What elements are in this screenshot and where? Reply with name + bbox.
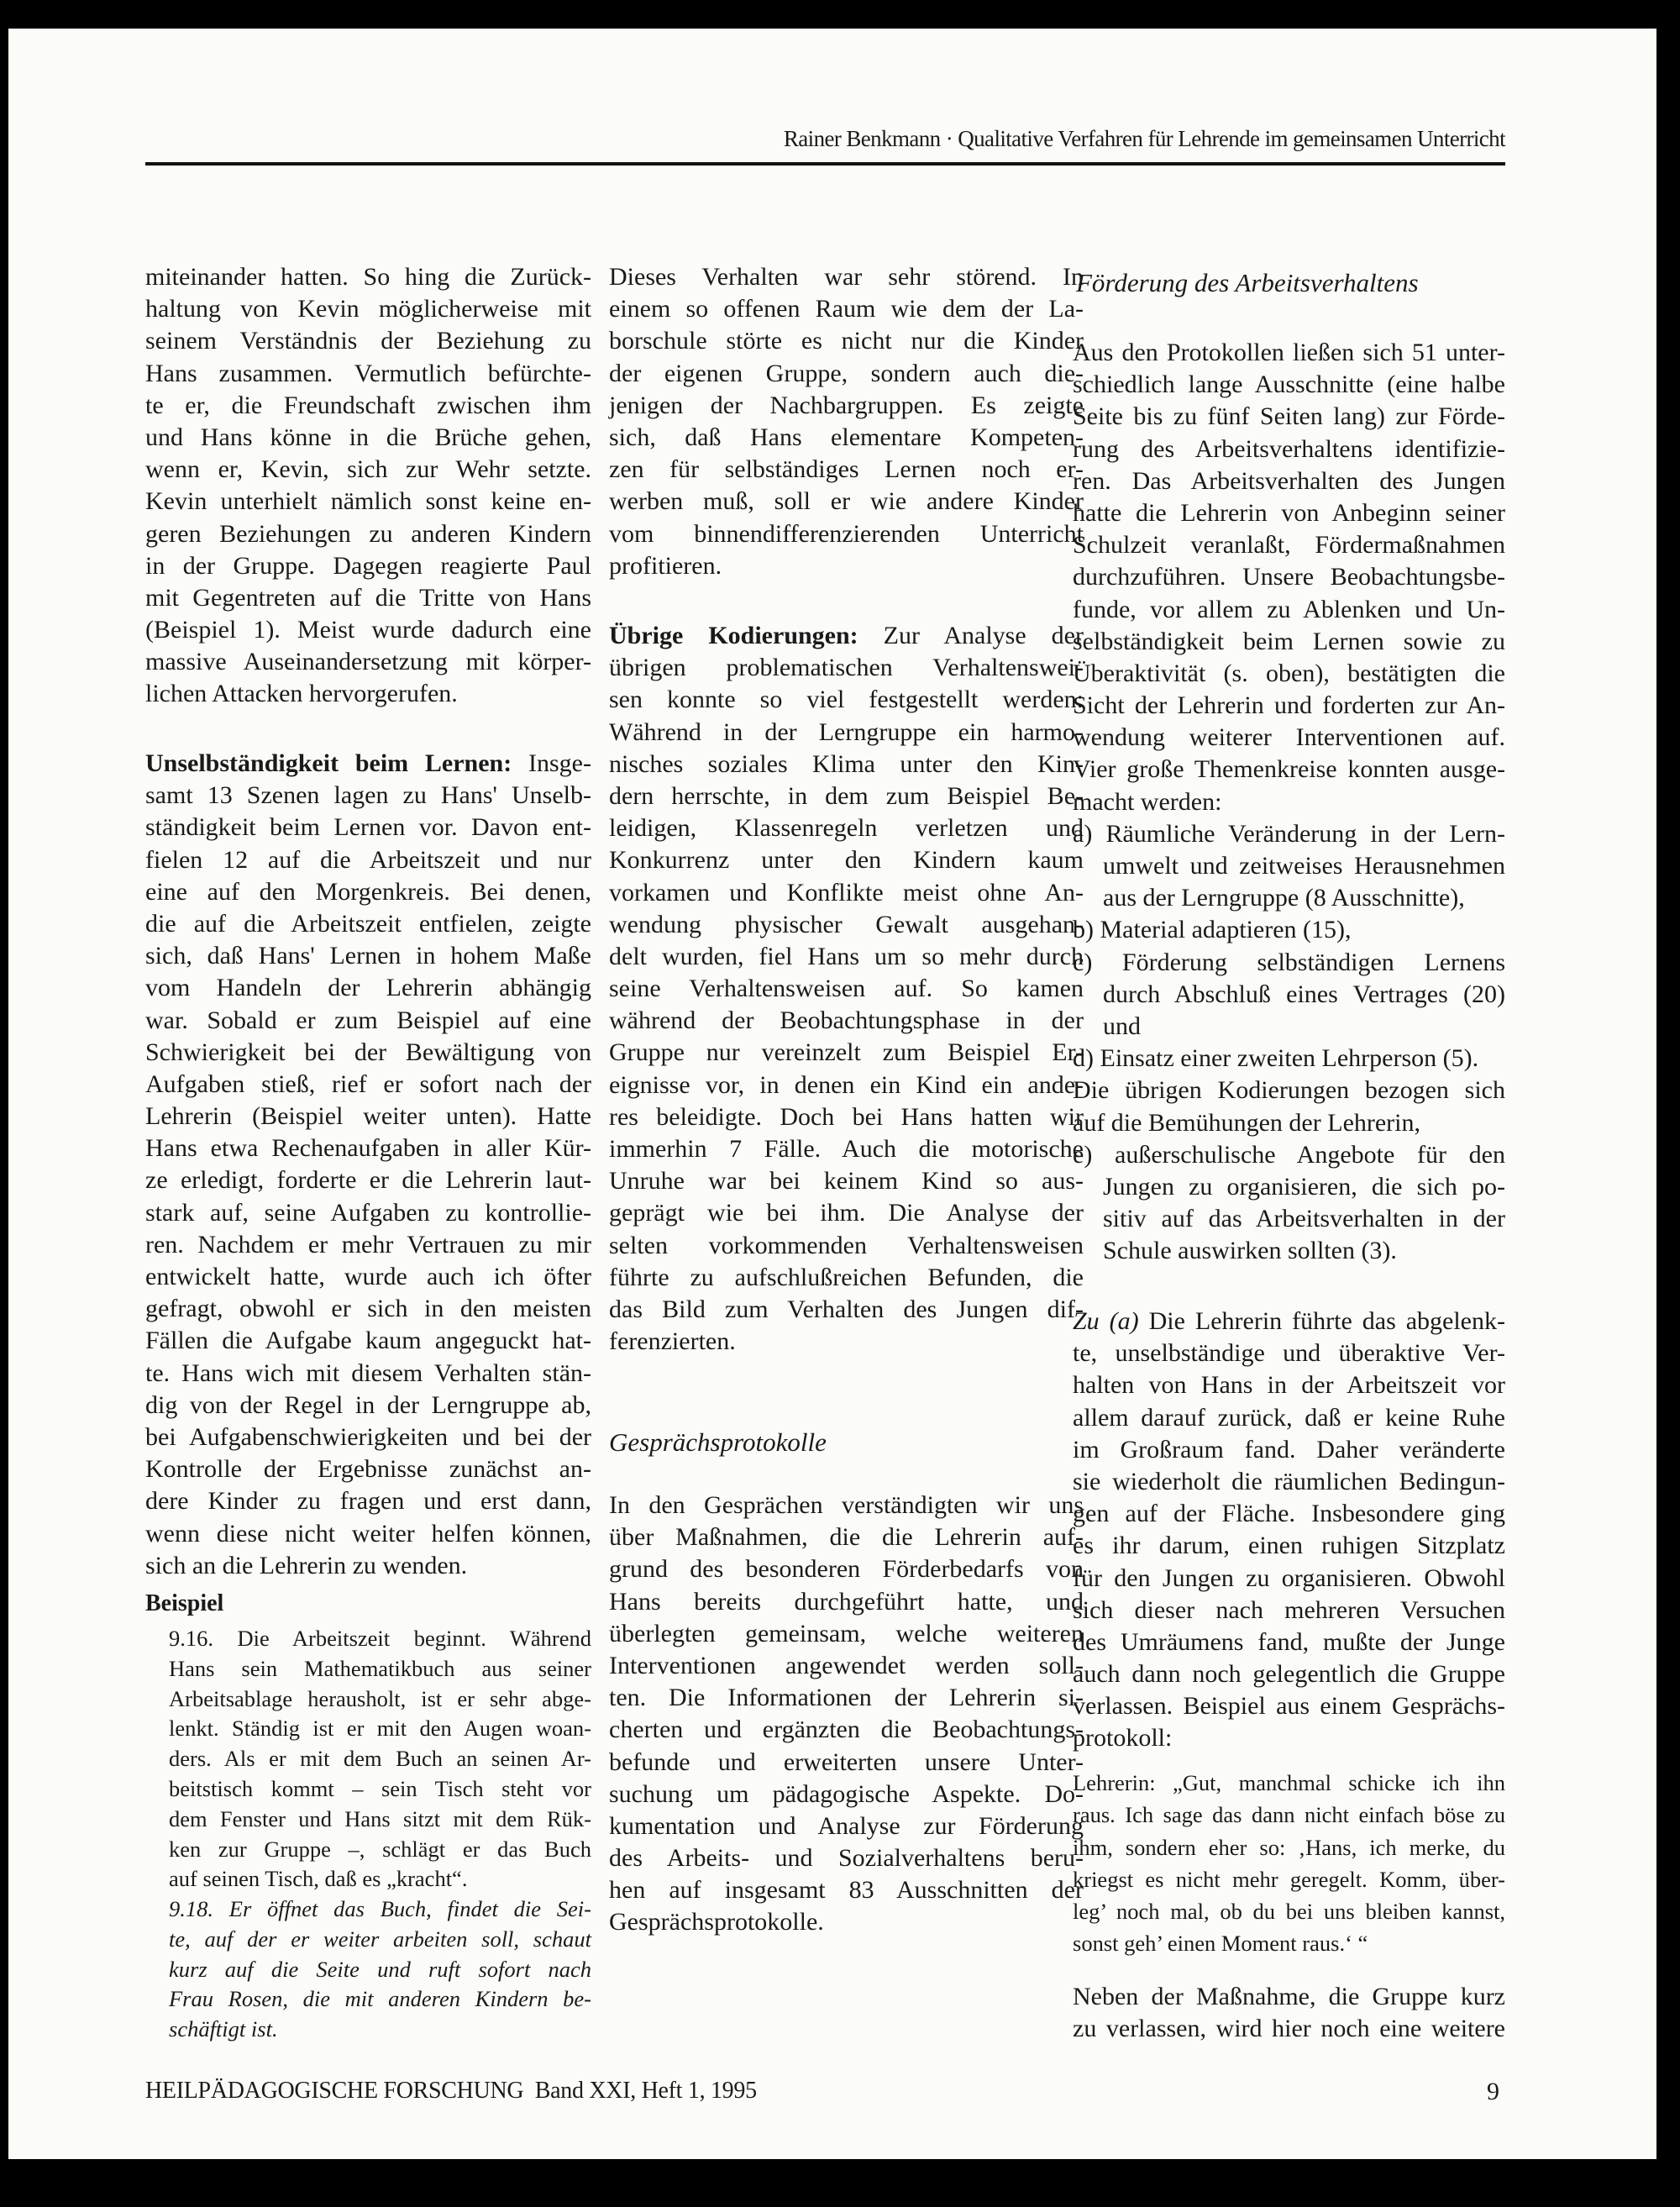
- text-line: die auf die Arbeitszeit entfielen, zeigte: [145, 909, 591, 938]
- text-line: geprägt wie bei ihm. Die Analyse der: [609, 1199, 1084, 1227]
- text-line: schiedlich lange Ausschnitte (eine halbe: [1073, 370, 1505, 399]
- text-line: Hans sein Mathematikbuch aus seiner: [169, 1655, 591, 1681]
- text-line: sie wiederholt die räumlichen Bedingun-: [1073, 1467, 1505, 1495]
- text-line: sich dieser nach mehreren Versuchen: [1073, 1595, 1505, 1624]
- text-line: rung des Arbeitsverhaltens identifizie-: [1073, 434, 1505, 463]
- page-number: 9: [1487, 2078, 1499, 2105]
- text-line: Jungen zu organisieren, die sich po-: [1103, 1172, 1505, 1201]
- text-line: halten von Hans in der Arbeitszeit vor: [1073, 1371, 1505, 1400]
- text-line: lenkt. Ständig ist er mit den Augen woan-: [169, 1716, 591, 1742]
- text-line: haltung von Kevin möglicherweise mit: [145, 295, 591, 323]
- text-line: mit Gegentreten auf die Tritte von Hans: [145, 583, 591, 612]
- text-line: werben muß, soll er wie andere Kinder: [609, 487, 1084, 516]
- text-line: e) außerschulische Angebote für den: [1073, 1140, 1505, 1169]
- text-line: gefragt, obwohl er sich in den meisten: [145, 1295, 591, 1323]
- text-line: Gruppe nur vereinzelt zum Beispiel Er-: [609, 1038, 1084, 1067]
- lead-line-text: Insge-: [512, 749, 591, 777]
- text-line: dem Fenster und Hans sitzt mit dem Rük-: [169, 1805, 591, 1831]
- paragraph-body: [145, 780, 591, 1582]
- text-line: grund des besonderen Förderbedarfs von: [609, 1555, 1084, 1584]
- text-line: profitieren.: [609, 551, 722, 580]
- text-line: seinem Verständnis der Beziehung zu: [145, 327, 591, 355]
- text-line: auf seinen Tisch, daß es „kracht“.: [169, 1866, 468, 1892]
- text-line: samt 13 Szenen lagen zu Hans' Unselb-: [145, 781, 591, 810]
- text-line: immerhin 7 Fälle. Auch die motorische: [609, 1135, 1084, 1163]
- text-line: vom Handeln der Lehrerin abhängig: [145, 974, 591, 1002]
- text-line: eignisse vor, in denen ein Kind ein ande-: [609, 1070, 1084, 1099]
- text-line: selten vorkommenden Verhaltensweisen: [609, 1231, 1084, 1259]
- text-line: funde, vor allem zu Ablenken und Un-: [1073, 595, 1505, 623]
- text-line: hen auf insgesamt 83 Ausschnitten der: [609, 1876, 1084, 1905]
- text-line: b) Material adaptieren (15),: [1073, 916, 1352, 944]
- right-paragraph-zu-a: [1073, 1306, 1505, 1755]
- run-in-heading: Unselbständigkeit beim Lernen:: [145, 749, 512, 777]
- text-line: protokoll:: [1073, 1724, 1173, 1752]
- text-line: ders. Als er mit dem Buch an seinen Ar-: [169, 1746, 591, 1772]
- text-line: entwickelt hatte, wurde auch ich öfter: [145, 1263, 591, 1290]
- text-line: und: [1103, 1012, 1141, 1040]
- text-line: lichen Attacken hervorgerufen.: [145, 680, 458, 708]
- text-line: sen konnte so viel festgestellt werden:: [609, 686, 1084, 714]
- text-line: 9.18. Er öffnet das Buch, findet die Sei-: [169, 1896, 591, 1921]
- text-line: durch Abschluß eines Vertrages (20): [1103, 980, 1505, 1008]
- paragraph-body: [1073, 337, 1505, 818]
- text-line: Unruhe war bei keinem Kind so aus-: [609, 1167, 1084, 1195]
- text-line: Neben der Maßnahme, die Gruppe kurz: [1073, 1983, 1505, 2010]
- text-line: Hans etwa Rechenaufgaben in aller Kür-: [145, 1134, 591, 1163]
- text-line: wendung physischer Gewalt ausgehan-: [609, 910, 1084, 938]
- text-line: ständigkeit beim Lernen vor. Davon ent-: [145, 813, 591, 842]
- text-line: Vier große Themenkreise konnten ausge-: [1073, 755, 1505, 784]
- text-line: wenn diese nicht weiter helfen können,: [145, 1519, 591, 1548]
- text-line: auf die Bemühungen der Lehrerin,: [1073, 1108, 1421, 1137]
- text-line: delt wurden, fiel Hans um so mehr durch: [609, 942, 1084, 970]
- text-line: war. Sobald er zum Beispiel auf eine: [145, 1006, 591, 1034]
- text-line: c) Förderung selbständigen Lernens: [1073, 948, 1505, 976]
- text-line: ferenzierten.: [609, 1327, 736, 1356]
- text-line: kriegst es nicht mehr geregelt. Komm, über-: [1073, 1866, 1505, 1892]
- header-rule: [145, 162, 1505, 166]
- text-line: des Umräumens fand, mußte der Junge: [1073, 1627, 1505, 1656]
- text-line: im Großraum fand. Daher veränderte: [1073, 1435, 1505, 1463]
- text-line: d) Einsatz einer zweiten Lehrperson (5).: [1073, 1044, 1479, 1073]
- text-line: es ihr darum, einen ruhigen Sitzplatz: [1073, 1532, 1505, 1560]
- text-line: eine auf den Morgenkreis. Bei denen,: [145, 877, 591, 906]
- text-line: wendung weiterer Interventionen auf.: [1073, 723, 1505, 752]
- text-line: massive Auseinandersetzung mit körper-: [145, 648, 591, 676]
- text-line: Frau Rosen, die mit anderen Kindern be-: [169, 1986, 591, 2012]
- text-line: Aus den Protokollen ließen sich 51 unter-: [1073, 339, 1505, 366]
- text-line: ten. Die Informationen der Lehrerin si-: [609, 1684, 1084, 1712]
- example-9-16: [169, 1624, 591, 1894]
- text-line: bei Aufgabenschwierigkeiten und bei der: [145, 1422, 591, 1451]
- text-line: hatte die Lehrerin von Anbeginn seiner: [1073, 498, 1505, 527]
- text-line: und Hans könne in die Brüche gehen,: [145, 423, 591, 451]
- text-line: Dieses Verhalten war sehr störend. In: [609, 263, 1084, 291]
- text-line: (Beispiel 1). Meist wurde dadurch eine: [145, 616, 591, 644]
- text-line: te. Hans wich mit diesem Verhalten stän-: [145, 1358, 591, 1387]
- left-paragraph-unselbstaendigkeit: [145, 748, 591, 1582]
- text-line: jenigen der Nachbargruppen. Es zeigte: [609, 391, 1084, 419]
- text-line: te, unselbständige und überaktive Ver-: [1073, 1339, 1505, 1368]
- text-line: ihm, sondern eher so: ‚Hans, ich merke, du: [1073, 1834, 1505, 1860]
- text-line: seine Verhaltensweisen auf. So kamen: [609, 975, 1084, 1003]
- text-line: Schulzeit veranlaßt, Fördermaßnahmen: [1073, 531, 1505, 560]
- text-line: te, auf der er weiter arbeiten soll, schaut: [169, 1926, 591, 1952]
- text-line: überlegten gemeinsam, welche weiteren: [609, 1619, 1084, 1647]
- right-paragraph-1: [1073, 337, 1505, 1267]
- journal-footer: HEILPÄDAGOGISCHE FORSCHUNG Band XXI, Heft 1, 1995: [145, 2078, 757, 2104]
- list-item-b: [1073, 914, 1505, 946]
- interview-quote: [1073, 1767, 1505, 1960]
- text-line: Während in der Lerngruppe ein harmo-: [609, 717, 1084, 746]
- list-item-a: [1073, 818, 1505, 915]
- text-line: Hans bereits durchgeführt hatte, und: [609, 1587, 1084, 1616]
- text-line: dern herrschte, in dem zum Beispiel Be-: [609, 781, 1084, 810]
- text-line: kurz auf die Seite und ruft sofort nach: [169, 1956, 591, 1982]
- text-line: zu verlassen, wird hier noch eine weitere: [1073, 2015, 1505, 2043]
- text-line: ze erledigt, forderte er die Lehrerin laut-: [145, 1166, 591, 1195]
- text-line: ren. Das Arbeitsverhalten des Jungen: [1073, 466, 1505, 495]
- text-line: wenn er, Kevin, sich zur Wehr setzte.: [145, 455, 591, 484]
- text-line: stark auf, seine Aufgaben zu kontrollie-: [145, 1198, 591, 1227]
- example-heading: Beispiel: [145, 1590, 224, 1616]
- text-line: 9.16. Die Arbeitszeit beginnt. Während: [169, 1626, 591, 1651]
- text-line: verlassen. Beispiel aus einem Gesprächs-: [1073, 1692, 1505, 1721]
- text-line: führte zu aufschlußreichen Befunden, die: [609, 1263, 1084, 1291]
- section-heading-foerderung: Förderung des Arbeitsverhaltens: [1076, 268, 1419, 297]
- list-item-e: [1073, 1139, 1505, 1268]
- text-line: beitstisch kommt – sein Tisch steht vor: [169, 1775, 591, 1801]
- text-line: nisches soziales Klima unter den Kin-: [609, 749, 1084, 778]
- text-line: raus. Ich sage das dann nicht einfach böse zu: [1073, 1802, 1505, 1828]
- lead-line-text: Zur Analyse der: [858, 622, 1084, 649]
- text-line: suchung um pädagogische Aspekte. Do-: [609, 1779, 1084, 1808]
- middle-paragraph-uebrige: [609, 620, 1084, 1358]
- text-line: Gesprächsprotokolle.: [609, 1908, 824, 1936]
- text-line: geren Beziehungen zu anderen Kindern: [145, 519, 591, 548]
- paragraph-body: [1073, 1337, 1505, 1754]
- paragraph-lead-line: [609, 620, 1084, 652]
- text-line: Lehrerin (Beispiel weiter unten). Hatte: [145, 1102, 591, 1131]
- example-9-18: [169, 1894, 591, 2045]
- text-line: miteinander hatten. So hing die Zurück-: [145, 263, 591, 291]
- text-line: leg’ noch mal, ob du bei uns bleiben kannst,: [1073, 1899, 1505, 1925]
- text-line: übrigen problematischen Verhaltenswei-: [609, 654, 1084, 682]
- text-line: Schule auswirken sollten (3).: [1103, 1237, 1397, 1265]
- text-line: dig von der Regel in der Lerngruppe ab,: [145, 1390, 591, 1419]
- section-heading-gespraechsprotokolle: Gesprächsprotokolle: [609, 1427, 827, 1457]
- middle-paragraph-3: [609, 1490, 1084, 1939]
- left-paragraph-1: [145, 261, 591, 711]
- run-in-heading: Übrige Kodierungen:: [609, 622, 858, 649]
- text-line: macht werden:: [1073, 787, 1222, 816]
- text-line: borschule störte es nicht nur die Kinder: [609, 327, 1084, 355]
- text-line: cherten und ergänzten die Beobachtungs-: [609, 1716, 1084, 1744]
- text-line: Aufgaben stieß, rief er sofort nach der: [145, 1069, 591, 1098]
- text-line: zen für selbständiges Lernen noch er-: [609, 455, 1084, 484]
- text-line: über Maßnahmen, die die Lehrerin auf-: [609, 1523, 1084, 1552]
- text-line: auch dann noch gelegentlich die Gruppe: [1073, 1660, 1505, 1689]
- text-line: während der Beobachtungsphase in der: [609, 1006, 1084, 1035]
- text-line: umwelt und zeitweises Herausnehmen: [1103, 852, 1505, 880]
- paragraph-continuation: [1073, 1075, 1505, 1138]
- text-line: te er, die Freundschaft zwischen ihm: [145, 391, 591, 419]
- paragraph-lead-line: [145, 748, 591, 780]
- list-item-d: [1073, 1043, 1505, 1075]
- text-line: vom binnendifferenzierenden Unterricht: [609, 519, 1084, 548]
- text-line: Konkurrenz unter den Kindern kaum: [609, 846, 1084, 875]
- text-line: Schwierigkeit bei der Bewältigung von: [145, 1038, 591, 1066]
- text-line: für den Jungen zu organisieren. Obwohl: [1073, 1563, 1505, 1592]
- text-line: ren. Nachdem er mehr Vertrauen zu mir: [145, 1230, 591, 1259]
- text-line: fielen 12 auf die Arbeitszeit und nur: [145, 845, 591, 874]
- text-line: sich, daß Hans elementare Kompeten-: [609, 423, 1084, 451]
- text-line: der eigenen Gruppe, sondern auch die-: [609, 359, 1084, 387]
- text-line: Kevin unterhielt nämlich sonst keine en-: [145, 487, 591, 516]
- text-line: a) Räumliche Veränderung in der Lern-: [1073, 819, 1505, 848]
- text-line: aus der Lerngruppe (8 Ausschnitte),: [1103, 884, 1465, 912]
- text-line: Arbeitsablage herausholt, ist er sehr abge-: [169, 1685, 591, 1711]
- text-line: sitiv auf das Arbeitsverhalten in der: [1103, 1205, 1505, 1233]
- text-line: in der Gruppe. Dagegen reagierte Paul: [145, 551, 591, 580]
- text-line: Seite bis zu fünf Seiten lang) zur Förde-: [1073, 402, 1505, 431]
- text-line: dere Kinder zu fragen und erst dann,: [145, 1487, 591, 1516]
- text-line: Die übrigen Kodierungen bezogen sich: [1073, 1076, 1505, 1105]
- text-line: einem so offenen Raum wie dem der La-: [609, 295, 1084, 323]
- text-line: ken zur Gruppe –, schlägt er das Buch: [169, 1836, 591, 1862]
- text-line: Überaktivität (s. oben), bestätigten die: [1073, 659, 1505, 687]
- paragraph-lead-line: [1073, 1306, 1505, 1337]
- list-item-c: [1073, 947, 1505, 1043]
- middle-paragraph-1: [609, 261, 1084, 582]
- text-line: Kontrolle der Ergebnisse zunächst an-: [145, 1455, 591, 1484]
- text-line: sich an die Lehrerin zu wenden.: [145, 1551, 468, 1579]
- running-header: Rainer Benkmann · Qualitative Verfahren für Lehrende im gemeinsamen Unterricht: [783, 126, 1505, 151]
- text-line: sonst geh’ einen Moment raus.‘ “: [1073, 1931, 1368, 1957]
- text-line: res beleidigte. Doch bei Hans hatten wir: [609, 1102, 1084, 1131]
- text-line: leidigen, Klassenregeln verletzen und: [609, 814, 1084, 843]
- text-line: selbständigkeit beim Lernen sowie zu: [1073, 627, 1505, 655]
- text-line: befunde und erweiterten unsere Unter-: [609, 1747, 1084, 1776]
- text-line: schäftigt ist.: [169, 2016, 278, 2042]
- text-line: sich, daß Hans' Lernen in hohem Maße: [145, 942, 591, 970]
- paragraph-body: [609, 652, 1084, 1358]
- text-line: Hans zusammen. Vermutlich befürchte-: [145, 359, 591, 387]
- text-line: vorkamen und Konflikte meist ohne An-: [609, 878, 1084, 906]
- text-line: In den Gesprächen verständigten wir uns: [609, 1491, 1084, 1519]
- text-line: kumentation und Analyse zur Förderung: [609, 1811, 1084, 1840]
- text-line: gen auf der Fläche. Insbesondere ging: [1073, 1500, 1505, 1528]
- text-line: Sicht der Lehrerin und forderten zur An-: [1073, 691, 1505, 720]
- text-line: allem darauf zurück, daß er keine Ruhe: [1073, 1403, 1505, 1432]
- text-line: des Arbeits- und Sozialverhaltens beru-: [609, 1844, 1084, 1873]
- text-line: durchzuführen. Unsere Beobachtungsbe-: [1073, 563, 1505, 591]
- text-line: das Bild zum Verhalten des Jungen dif-: [609, 1295, 1084, 1323]
- run-in-heading: Zu (a): [1073, 1307, 1139, 1335]
- text-line: Lehrerin: „Gut, manchmal schicke ich ihn: [1073, 1770, 1505, 1795]
- text-line: Fällen die Aufgabe kaum angeguckt hat-: [145, 1327, 591, 1355]
- lead-line-text: Die Lehrerin führte das abgelenk-: [1138, 1307, 1505, 1335]
- right-paragraph-3: [1073, 1981, 1505, 2045]
- text-line: Interventionen angewendet werden soll-: [609, 1651, 1084, 1679]
